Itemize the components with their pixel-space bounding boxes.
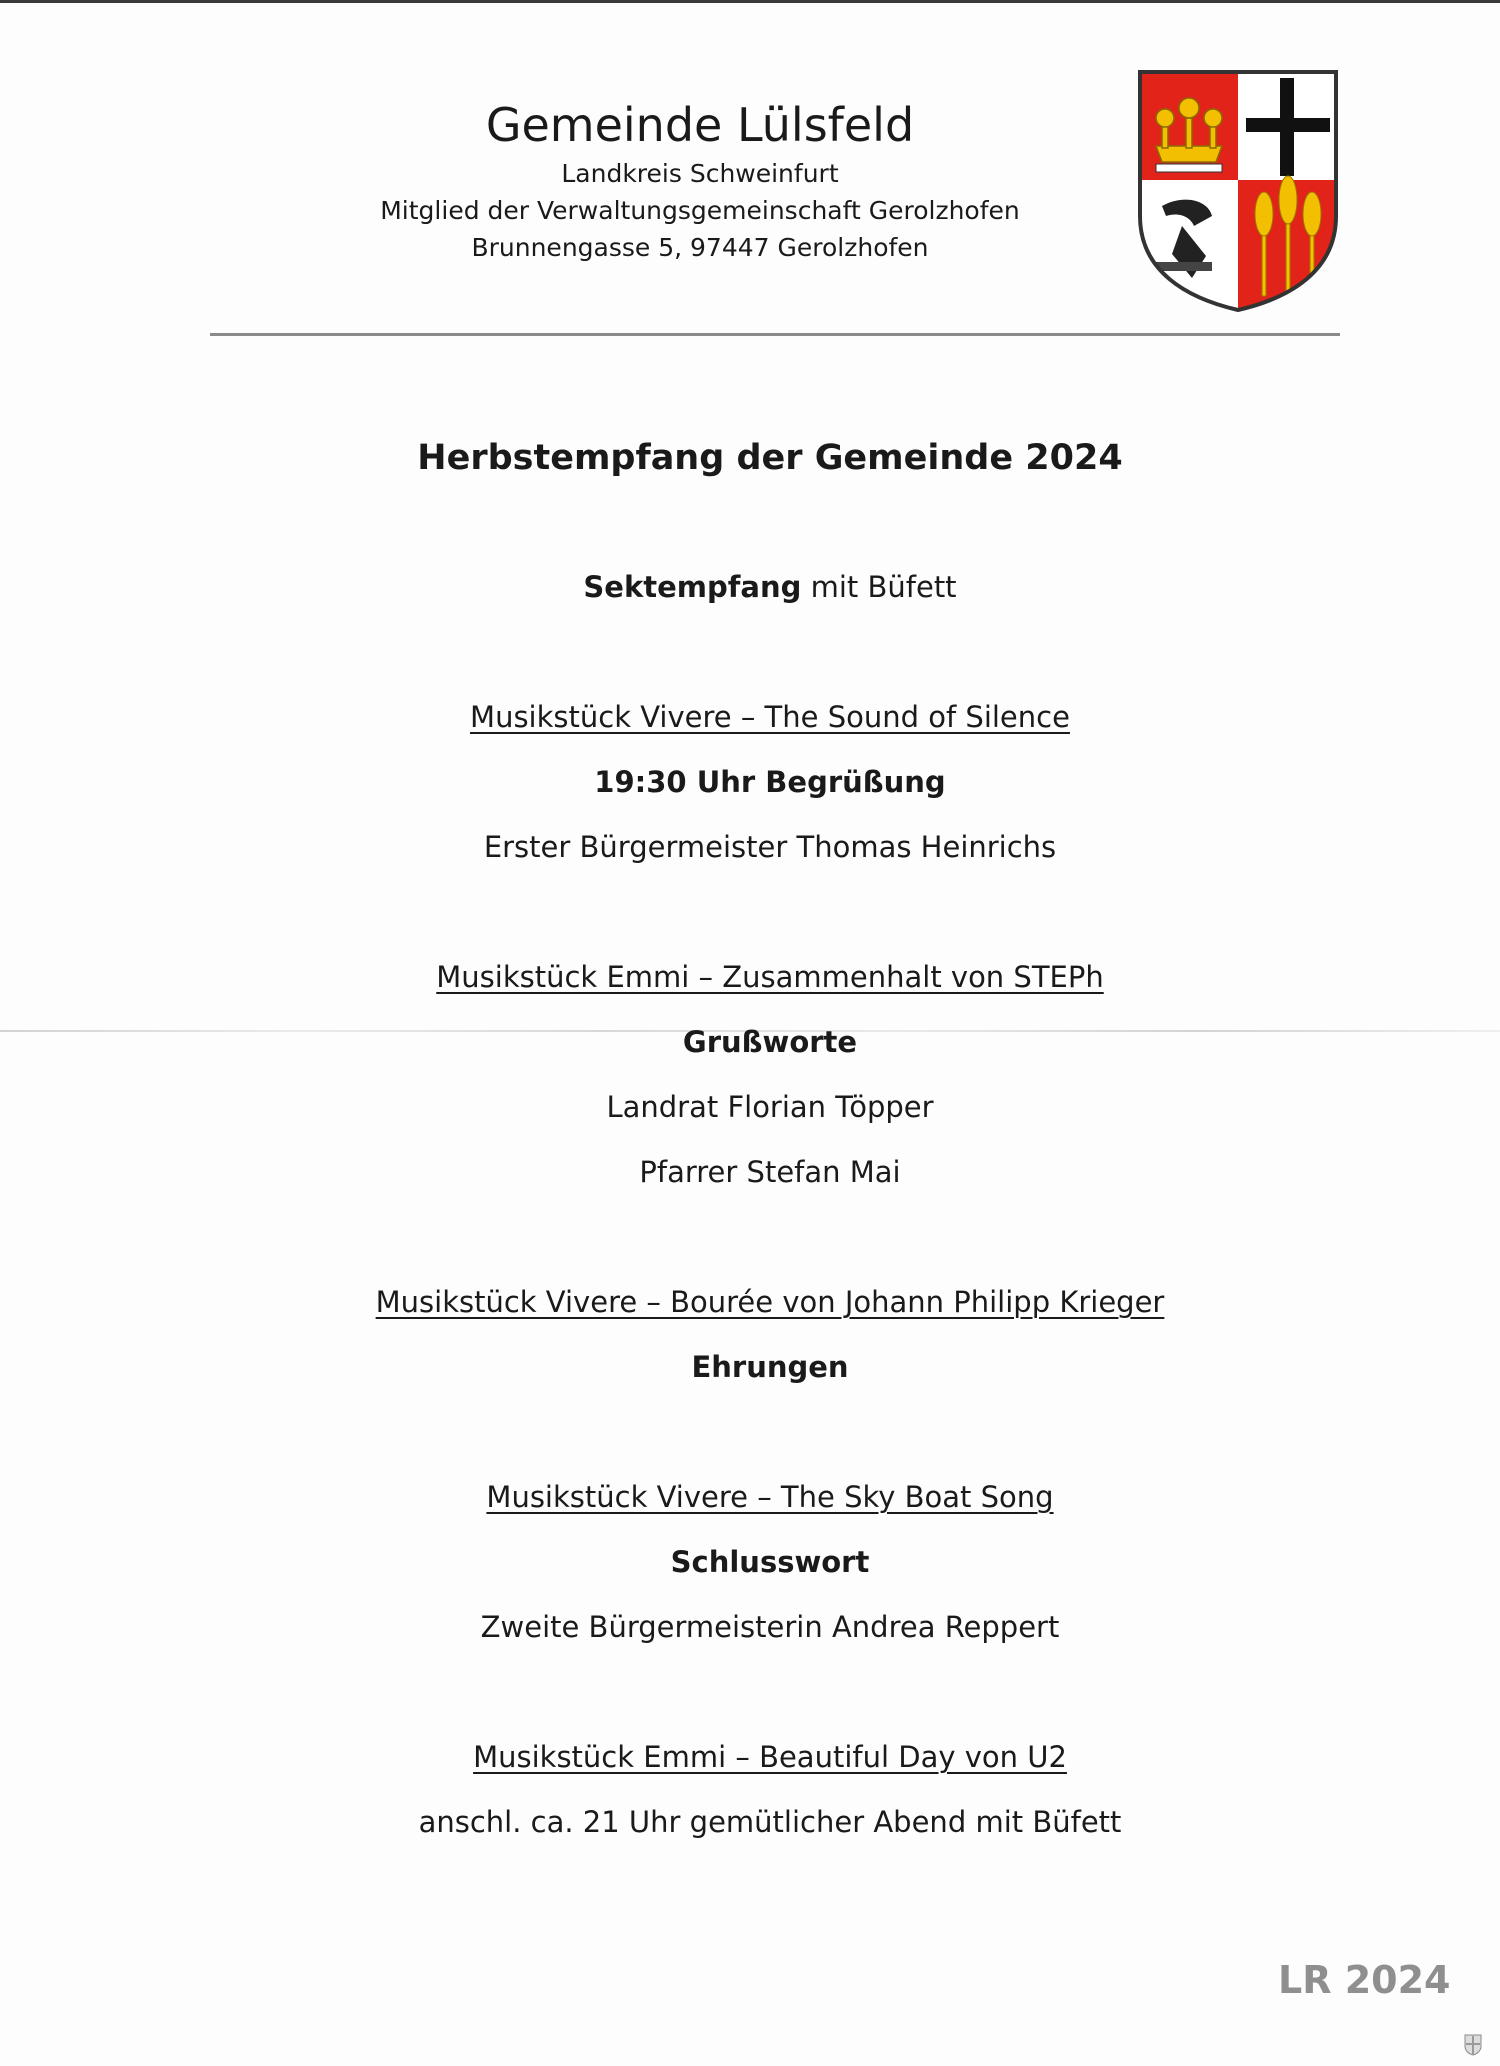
reception-line (0, 566, 1500, 608)
reception-bold: Sektempfang (583, 570, 802, 604)
speaker-2a: Landrat Florian Töpper (606, 1090, 934, 1124)
music-item-4 (0, 1476, 1500, 1518)
program-heading-1: 19:30 Uhr Begrüßung (594, 765, 946, 799)
event-title: Herbstempfang der Gemeinde 2024 (417, 438, 1123, 478)
music-item-2-text: Musikstück Emmi – Zusammenhalt von STEPh (436, 960, 1104, 994)
music-item-4-text: Musikstück Vivere – The Sky Boat Song (486, 1480, 1054, 1514)
program-heading-2: Grußworte (682, 1025, 858, 1059)
membership-line: Mitglied der Verwaltungsgemeinschaft Gerolzhofen (380, 196, 1020, 225)
mini-crest-icon (1464, 2034, 1482, 2056)
music-item-1 (0, 696, 1500, 738)
coat-of-arms-icon (1132, 66, 1344, 314)
letterhead (300, 95, 1100, 266)
speaker-2b: Pfarrer Stefan Mai (639, 1155, 901, 1189)
program-heading-3: Ehrungen (691, 1350, 849, 1384)
music-item-3 (0, 1281, 1500, 1323)
music-item-2 (0, 956, 1500, 998)
speaker-4: Zweite Bürgermeisterin Andrea Reppert (480, 1610, 1060, 1644)
municipality-name: Gemeinde Lülsfeld (485, 98, 915, 152)
district-line: Landkreis Schweinfurt (561, 159, 839, 188)
header-divider (210, 333, 1340, 336)
scan-top-edge (0, 0, 1500, 3)
lr-stamp: LR 2024 (1278, 1958, 1451, 2002)
music-item-5 (0, 1736, 1500, 1778)
music-item-5-text: Musikstück Emmi – Beautiful Day von U2 (473, 1740, 1067, 1774)
address-line: Brunnengasse 5, 97447 Gerolzhofen (471, 233, 929, 262)
closing-line: anschl. ca. 21 Uhr gemütlicher Abend mit Büfett (418, 1805, 1122, 1839)
reception-rest: mit Büfett (801, 570, 957, 604)
music-item-1-text: Musikstück Vivere – The Sound of Silence (470, 700, 1070, 734)
music-item-3-text: Musikstück Vivere – Bourée von Johann Philipp Krieger (375, 1285, 1165, 1319)
program-heading-4: Schlusswort (670, 1545, 870, 1579)
speaker-1: Erster Bürgermeister Thomas Heinrichs (483, 830, 1057, 864)
